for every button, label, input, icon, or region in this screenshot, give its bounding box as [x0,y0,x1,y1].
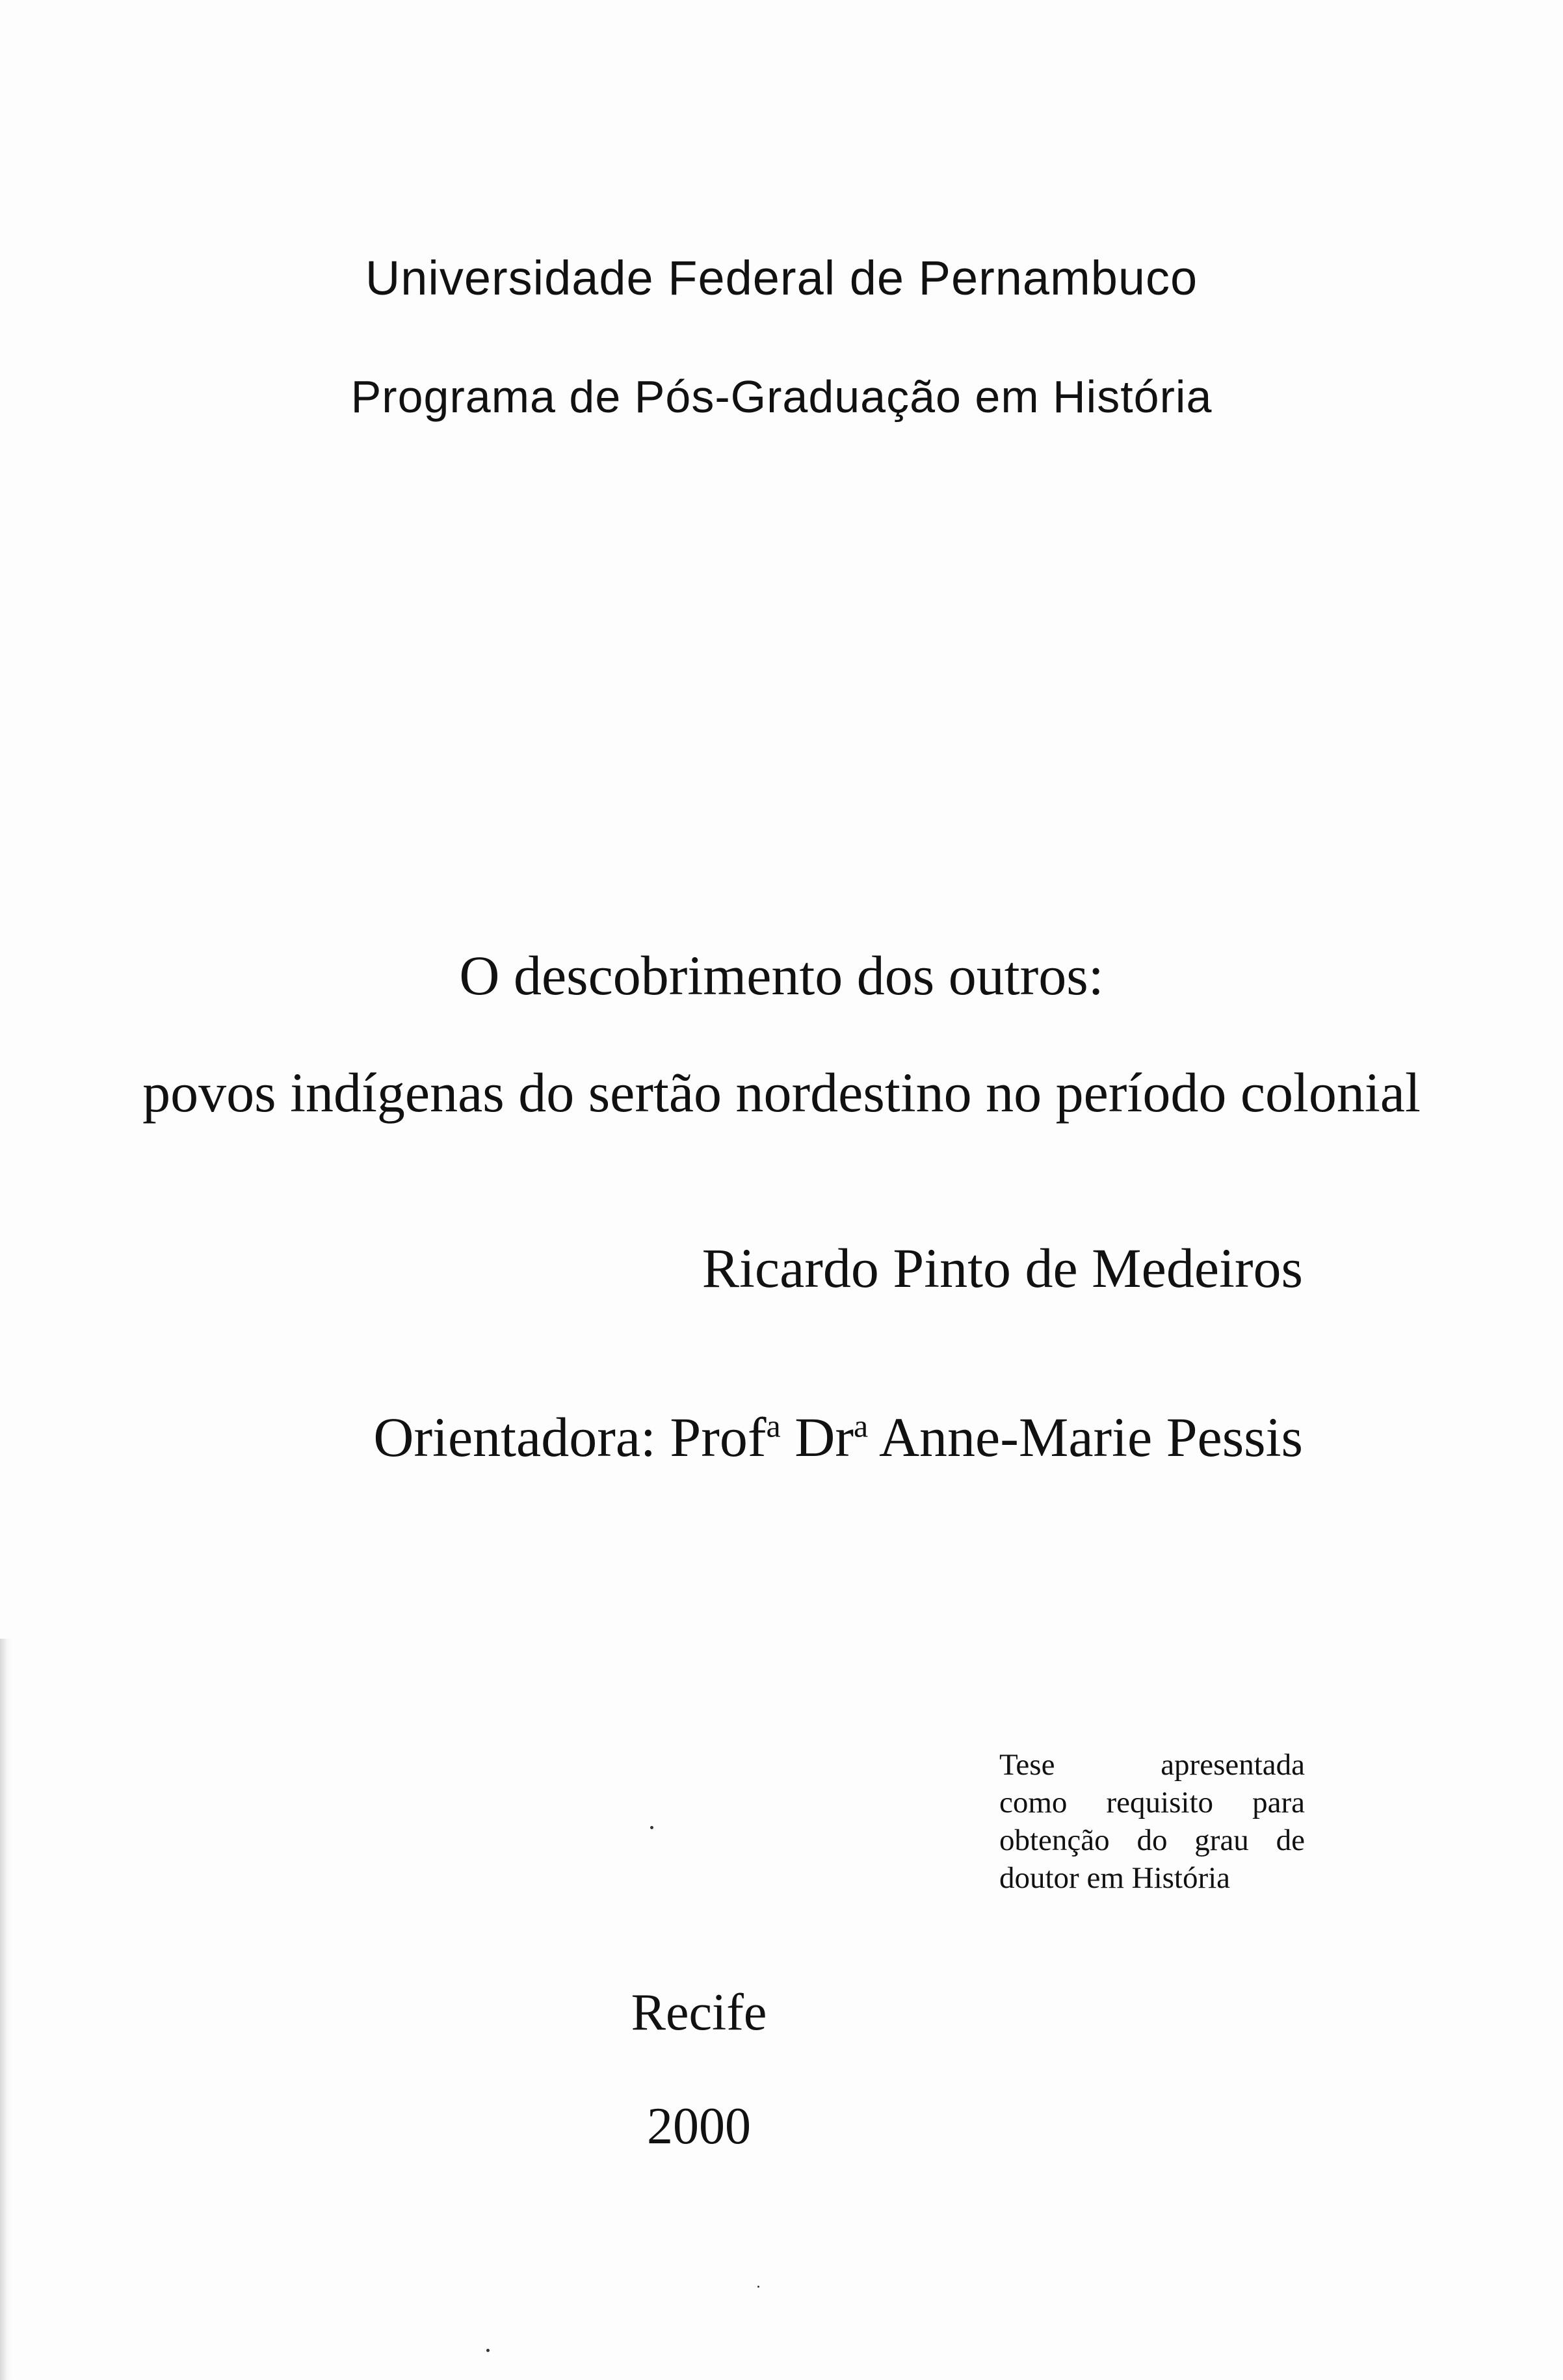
author-name: Ricardo Pinto de Medeiros [702,1237,1303,1299]
scan-speck [486,2349,490,2352]
thesis-note [999,1746,1305,1897]
thesis-title: O descobrimento dos outros: [459,944,1104,1007]
program-name: Programa de Pós-Graduação em História [350,371,1213,422]
thesis-subtitle: povos indígenas do sertão nordestino no período colonial [142,1061,1421,1124]
advisor-title-superscript: a [766,1407,781,1444]
note-line-3: obtenção do grau de [999,1823,1305,1857]
advisor-title-mid: Dr [780,1406,854,1468]
city: Recife [631,1984,767,2041]
note-line-1: Tese apresentada [999,1748,1305,1782]
note-line-2: como requisito para [999,1786,1305,1819]
note-line-4: doutor em História [999,1861,1231,1895]
scan-speck [650,1826,653,1829]
scan-speck [757,2286,759,2288]
institution-name: Universidade Federal de Pernambuco [365,251,1198,305]
advisor-line [373,1405,1303,1470]
advisor-name: Anne-Marie Pessis [868,1406,1303,1468]
year: 2000 [647,2098,751,2155]
advisor-title-superscript-2: a [853,1407,869,1444]
advisor-prefix: Orientadora: Prof [373,1406,767,1468]
